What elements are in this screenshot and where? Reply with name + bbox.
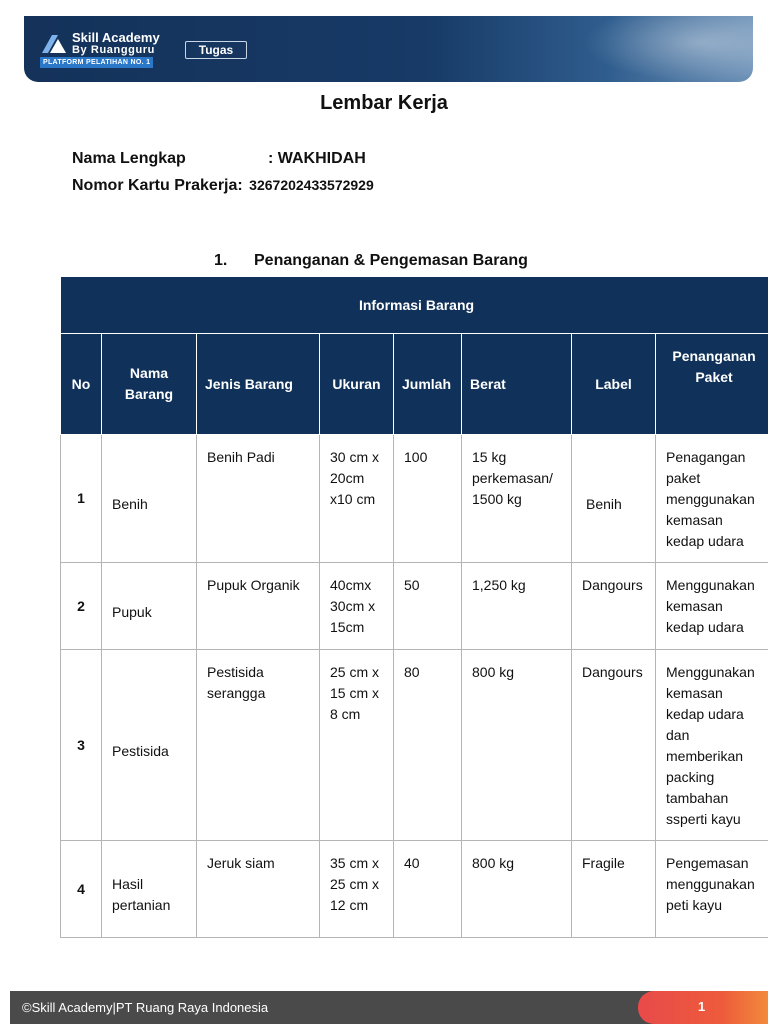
item-type: Jeruk siam [197,841,320,938]
item-handling: Menggunakan kemasan kedap udara [656,563,768,650]
page-number-pill [638,991,768,1024]
item-size: 25 cm x 15 cm x 8 cm [320,650,394,841]
item-name: Pestisida [102,650,197,841]
column-header: Nama Barang [102,334,197,435]
section-heading [214,252,528,270]
row-number: 2 [61,563,102,650]
item-handling: Penagangan paket menggunakan kemasan kedap udara [656,435,768,563]
brand-tagline: PLATFORM PELATIHAN NO. 1 [40,57,153,68]
item-size: 40cmx 30cm x 15cm [320,563,394,650]
item-quantity: 50 [394,563,462,650]
banner-decoration [583,16,753,82]
tugas-tag: Tugas [185,41,247,59]
item-label: Dangours [572,650,656,841]
column-header: Jenis Barang [197,334,320,435]
page-number: 1 [698,999,706,1014]
card-field [72,177,374,195]
item-type: Pestisida serangga [197,650,320,841]
row-number: 4 [61,841,102,938]
item-name: Hasil pertanian [102,841,197,938]
table-row [61,841,768,938]
item-weight: 800 kg [462,650,572,841]
footer-copyright: ©Skill Academy|PT Ruang Raya Indonesia [22,1000,269,1015]
table-group-header: Informasi Barang [61,277,768,334]
brand-subtitle: By Ruangguru [72,44,155,56]
column-header: Berat [462,334,572,435]
item-quantity: 40 [394,841,462,938]
item-quantity: 80 [394,650,462,841]
table-row [61,650,768,841]
item-weight: 15 kg perkemasan/ 1500 kg [462,435,572,563]
footer-bar [10,991,768,1024]
item-label: Fragile [572,841,656,938]
item-label: Dangours [572,563,656,650]
name-field [72,150,366,168]
item-handling: Menggunakan kemasan kedap udara dan memberikan packing tambahan ssperti kayu [656,650,768,841]
column-header: Ukuran [320,334,394,435]
name-label: Nama Lengkap [72,150,186,167]
column-header: Label [572,334,656,435]
column-header: Penanganan Paket [656,334,768,435]
page-title: Lembar Kerja [320,92,448,114]
row-number: 1 [61,435,102,563]
item-size: 30 cm x 20cm x10 cm [320,435,394,563]
section-title: Penanganan & Pengemasan Barang [254,252,528,269]
table-row [61,435,768,563]
skill-academy-logo-icon [40,33,68,55]
item-type: Benih Padi [197,435,320,563]
item-size: 35 cm x 25 cm x 12 cm [320,841,394,938]
row-number: 3 [61,650,102,841]
section-number: 1. [214,252,228,269]
item-table [60,276,768,938]
card-label: Nomor Kartu Prakerja: [72,177,243,194]
column-header: Jumlah [394,334,462,435]
item-label: Benih [572,435,656,563]
name-value: : WAKHIDAH [268,150,366,167]
item-weight: 800 kg [462,841,572,938]
card-value: 3267202433572929 [249,177,374,193]
item-name: Pupuk [102,563,197,650]
brand-name: Skill Academy [72,30,160,45]
column-header: No [61,334,102,435]
item-weight: 1,250 kg [462,563,572,650]
item-quantity: 100 [394,435,462,563]
header-banner [24,16,753,82]
table-row [61,563,768,650]
item-handling: Pengemasan menggunakan peti kayu [656,841,768,938]
item-name: Benih [102,435,197,563]
item-type: Pupuk Organik [197,563,320,650]
